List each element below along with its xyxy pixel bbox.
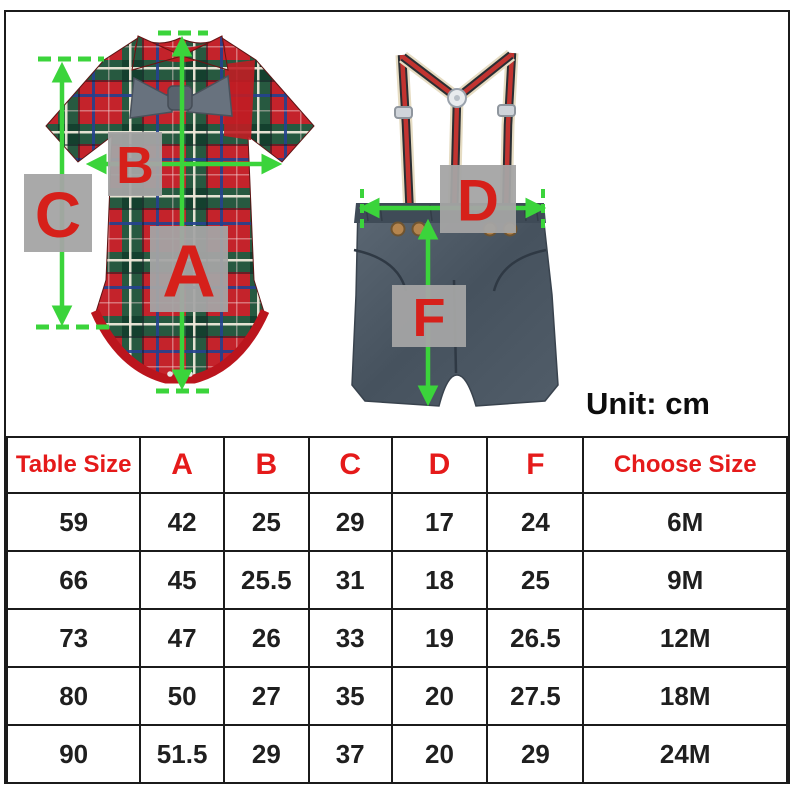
column-header-c: C <box>309 437 392 493</box>
size-cell: 90 <box>7 725 140 783</box>
size-cell: 26.5 <box>487 609 583 667</box>
size-table-header <box>7 437 787 493</box>
column-header-table-size: Table Size <box>7 437 140 493</box>
measure-label-a: A <box>162 229 216 313</box>
size-cell: 27.5 <box>487 667 583 725</box>
table-row <box>7 551 787 609</box>
measure-label-b: B <box>116 137 154 195</box>
size-cell: 24 <box>487 493 583 551</box>
column-header-f: F <box>487 437 583 493</box>
header-row <box>7 437 787 493</box>
size-cell: 59 <box>7 493 140 551</box>
table-row <box>7 493 787 551</box>
column-header-b: B <box>224 437 309 493</box>
snap-button <box>187 371 193 377</box>
size-cell: 27 <box>224 667 309 725</box>
table-row <box>7 609 787 667</box>
size-cell: 29 <box>309 493 392 551</box>
size-cell: 26 <box>224 609 309 667</box>
size-cell: 51.5 <box>140 725 223 783</box>
measure-label-c: C <box>34 179 82 251</box>
size-cell: 25 <box>487 551 583 609</box>
size-cell: 31 <box>309 551 392 609</box>
size-cell: 20 <box>392 725 488 783</box>
measure-label-d: D <box>457 168 499 234</box>
size-cell: 19 <box>392 609 488 667</box>
unit-label: Unit: cm <box>586 386 710 421</box>
table-row <box>7 725 787 783</box>
size-chart-frame <box>4 10 790 784</box>
size-cell: 73 <box>7 609 140 667</box>
size-cell: 45 <box>140 551 223 609</box>
size-cell: 12M <box>583 609 787 667</box>
column-header-d: D <box>392 437 488 493</box>
size-cell: 50 <box>140 667 223 725</box>
column-header-choose-size: Choose Size <box>583 437 787 493</box>
suspender-adjuster-right <box>498 105 515 116</box>
size-cell: 18 <box>392 551 488 609</box>
size-table <box>6 436 788 784</box>
size-cell: 47 <box>140 609 223 667</box>
suspender-clasp-pin <box>454 95 460 101</box>
size-cell: 9M <box>583 551 787 609</box>
size-cell: 25.5 <box>224 551 309 609</box>
product-diagram-area <box>6 12 788 436</box>
size-cell: 66 <box>7 551 140 609</box>
snap-button <box>167 371 173 377</box>
romper-illustration <box>20 22 340 410</box>
size-cell: 42 <box>140 493 223 551</box>
column-header-a: A <box>140 437 223 493</box>
shorts-illustration <box>340 45 650 423</box>
suspender-adjuster-left <box>395 107 412 118</box>
size-cell: 37 <box>309 725 392 783</box>
size-cell: 33 <box>309 609 392 667</box>
size-cell: 17 <box>392 493 488 551</box>
size-cell: 25 <box>224 493 309 551</box>
size-cell: 35 <box>309 667 392 725</box>
size-cell: 24M <box>583 725 787 783</box>
size-cell: 29 <box>487 725 583 783</box>
size-cell: 80 <box>7 667 140 725</box>
size-table-body <box>7 493 787 783</box>
size-cell: 18M <box>583 667 787 725</box>
table-row <box>7 667 787 725</box>
size-cell: 20 <box>392 667 488 725</box>
size-cell: 6M <box>583 493 787 551</box>
measure-label-f: F <box>412 288 446 348</box>
size-cell: 29 <box>224 725 309 783</box>
